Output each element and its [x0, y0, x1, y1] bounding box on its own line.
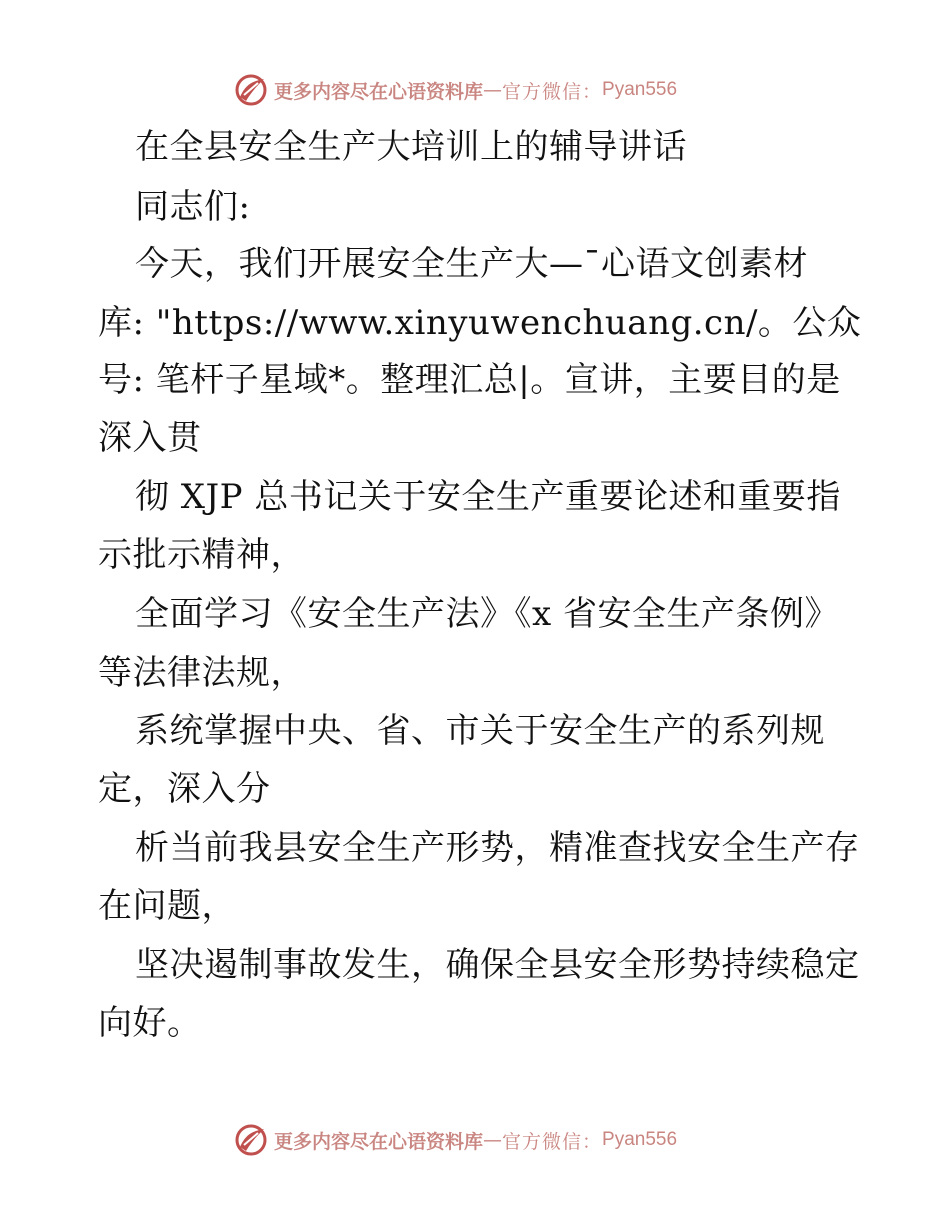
- paragraph-line: 库: "https://www.xinyuwenchuang.cn/。公众: [98, 303, 862, 343]
- paragraph-line: 等法律法规，: [98, 653, 305, 693]
- paragraph-line: 今天，我们开展安全生产大—¯心语文创素材: [135, 244, 808, 284]
- banner-main-text: 更多内容尽在心语资料库: [274, 80, 484, 103]
- document-title: 在全县安全生产大培训上的辅导讲话: [135, 127, 687, 167]
- paragraph-line: 析当前我县安全生产形势，精准查找安全生产存: [135, 828, 860, 868]
- logo-icon: [234, 73, 268, 107]
- header-banner: [234, 70, 677, 110]
- banner-wechat-label: 官方微信：: [502, 80, 603, 103]
- paragraph-line: 向好。: [98, 1003, 202, 1043]
- banner-separator: —: [483, 1129, 503, 1151]
- banner-wechat-id: Pyan556: [602, 1129, 678, 1150]
- paragraph-line: 彻 XJP 总书记关于安全生产重要论述和重要指: [135, 477, 841, 517]
- paragraph-line: 深入贯: [98, 418, 202, 458]
- paragraph-line: 号: 笔杆子星域*。整理汇总|。宣讲，主要目的是: [98, 360, 841, 400]
- banner-wechat-id: Pyan556: [602, 79, 678, 100]
- banner-main-text: 更多内容尽在心语资料库: [274, 1130, 484, 1153]
- paragraph-line: 系统掌握中央、省、市关于安全生产的系列规: [135, 711, 825, 751]
- logo-icon: [234, 1123, 268, 1157]
- paragraph-line: 示批示精神，: [98, 535, 305, 575]
- footer-banner: [234, 1120, 677, 1160]
- paragraph-line: 全面学习《安全生产法》《x 省安全生产条例》: [135, 594, 839, 634]
- banner-wechat-label: 官方微信：: [502, 1130, 603, 1153]
- paragraph-line: 在问题，: [98, 886, 236, 926]
- paragraph-line: 定，深入分: [98, 769, 271, 809]
- banner-separator: —: [483, 79, 503, 101]
- paragraph-line: 坚决遏制事故发生，确保全县安全形势持续稳定: [135, 945, 860, 985]
- salutation: 同志们:: [135, 187, 251, 227]
